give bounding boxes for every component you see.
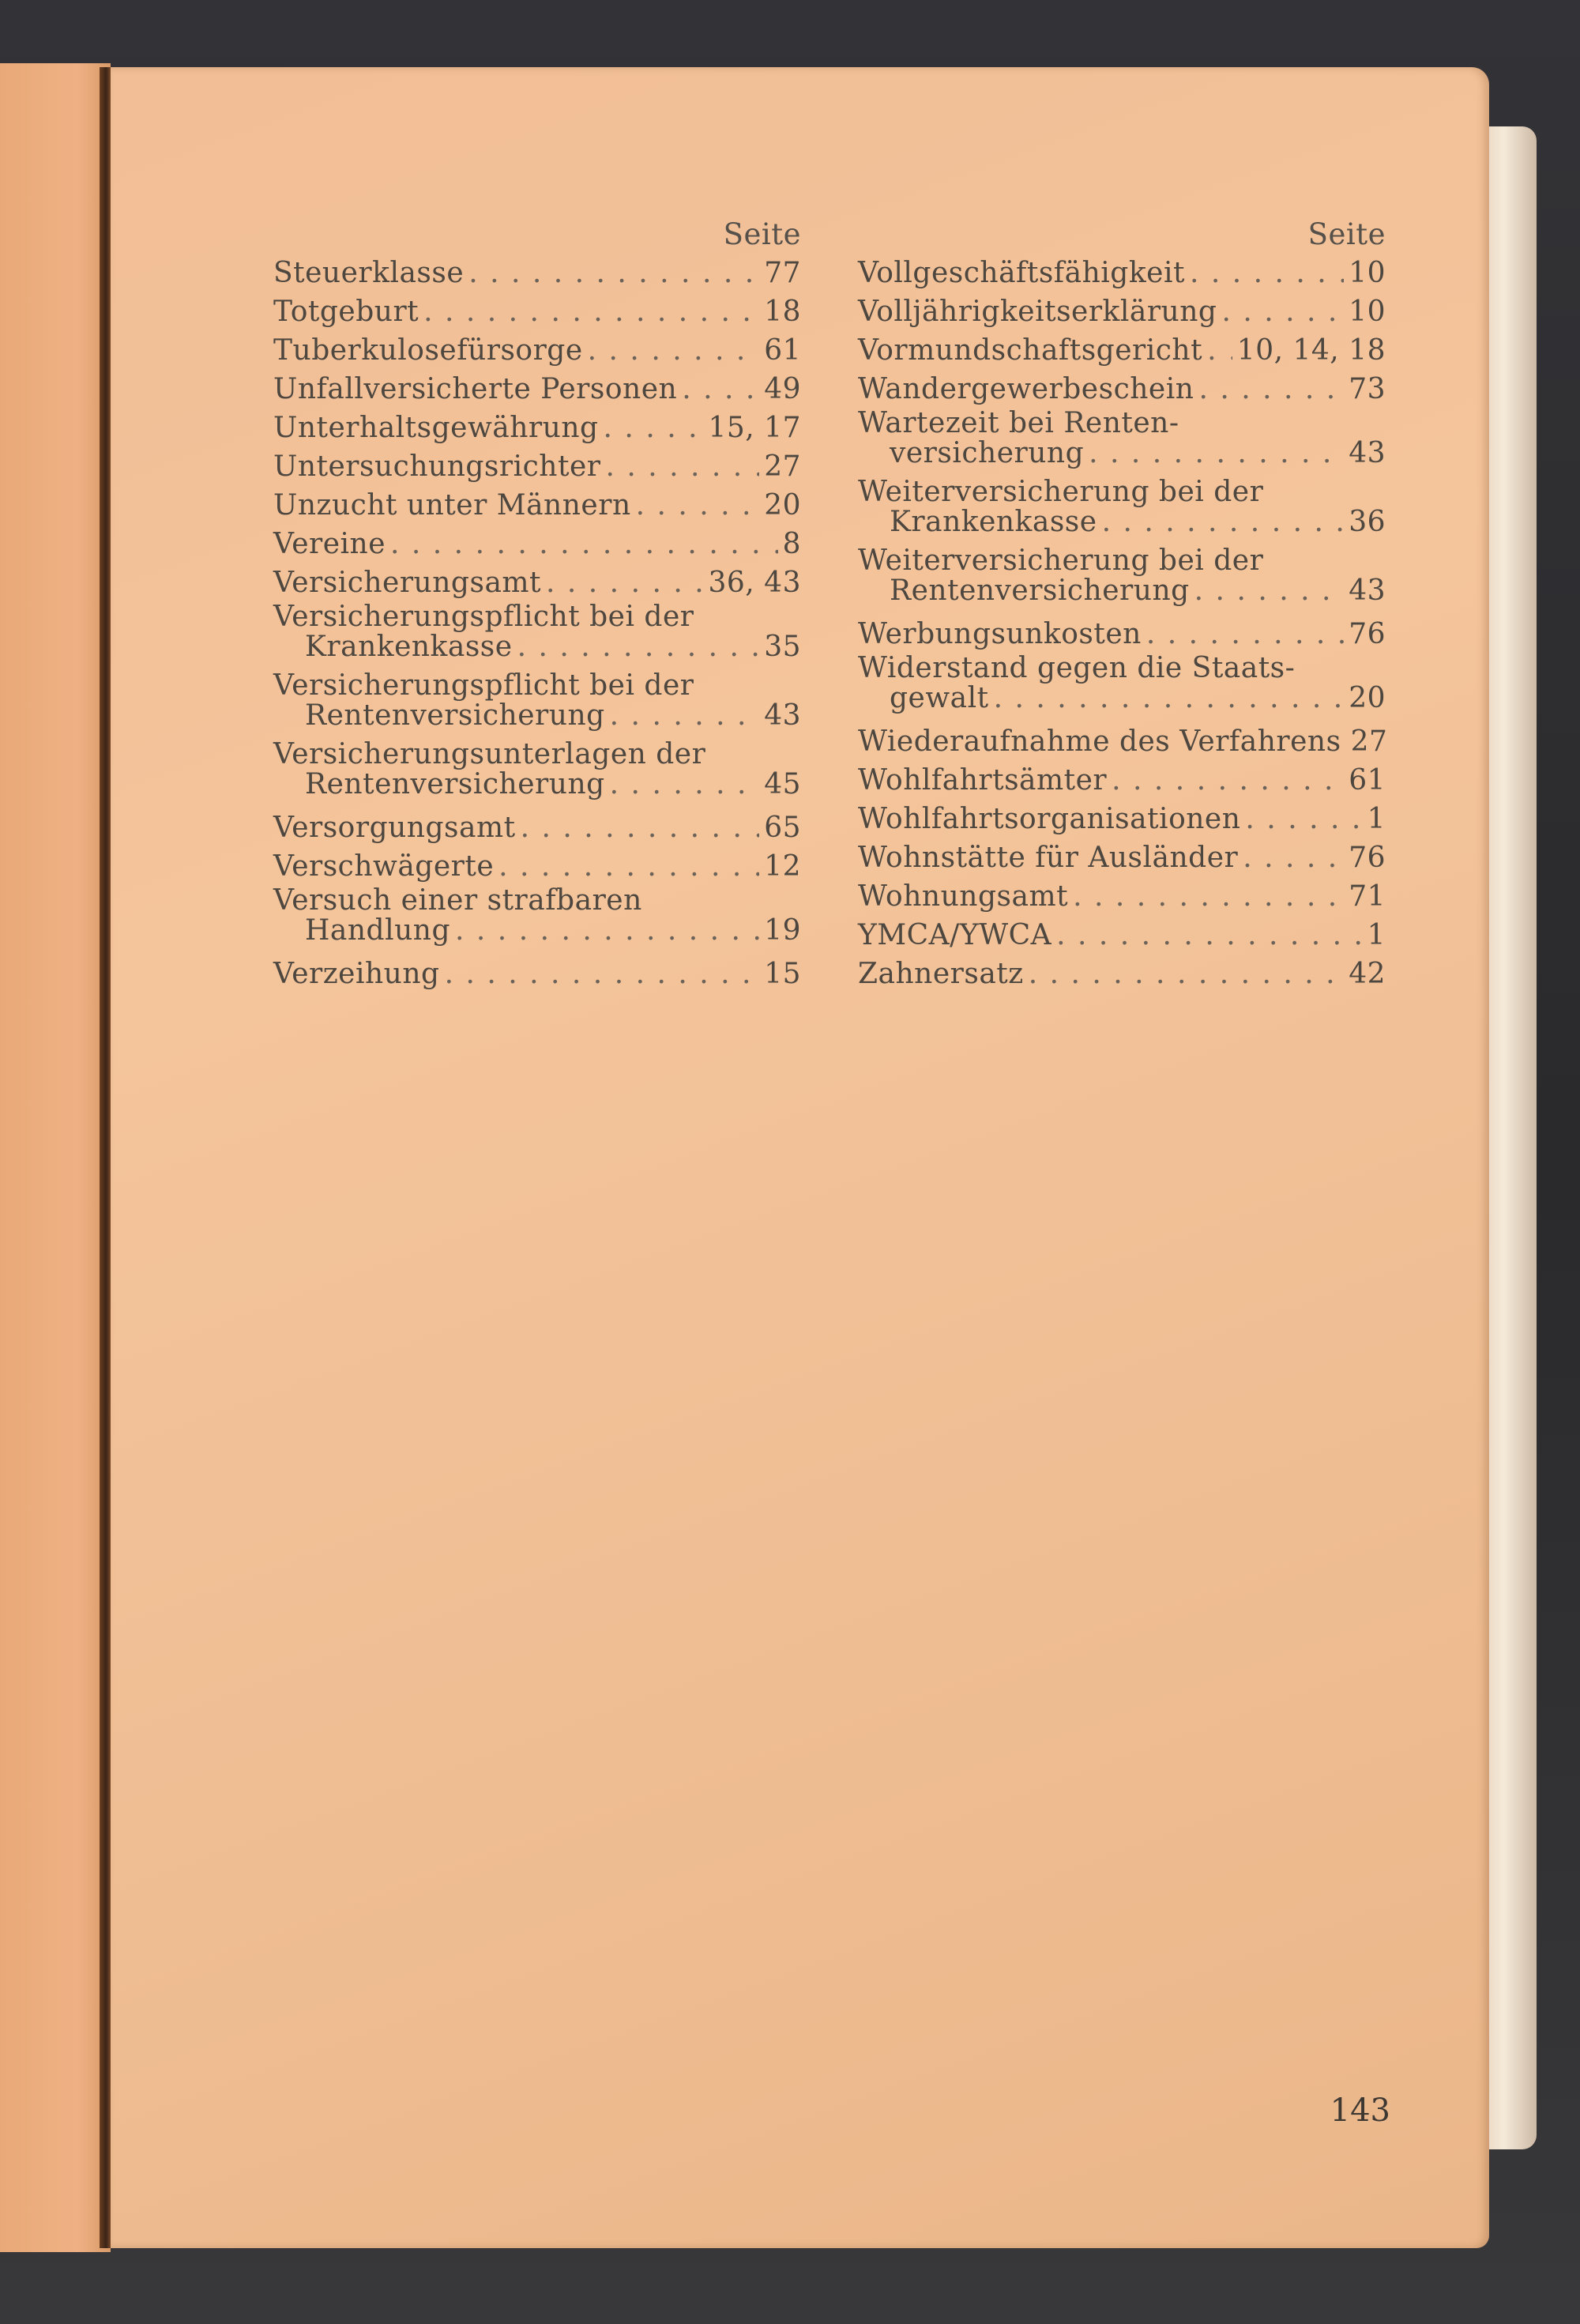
- page-reference: 65: [764, 812, 801, 844]
- index-entry-line: [858, 615, 1386, 654]
- index-entry: [273, 740, 801, 800]
- index-term: Rentenversicherung: [890, 574, 1190, 607]
- index-term: Werbungsunkosten: [858, 618, 1142, 650]
- dot-leader: [1190, 254, 1344, 292]
- index-term: Versicherungspflicht bei der: [273, 601, 694, 633]
- index-term: Weiterversicherung bei der: [858, 476, 1264, 508]
- page-reference: 20: [1349, 682, 1386, 714]
- index-entry-line: [858, 477, 1386, 507]
- page-reference: 27: [1350, 725, 1388, 758]
- dot-leader: [521, 808, 760, 847]
- index-entry: [273, 671, 801, 731]
- index-term: Versuch einer strafbaren: [273, 884, 642, 917]
- page-reference: 43: [1349, 437, 1386, 469]
- index-term: gewalt: [890, 682, 989, 714]
- index-entry: [858, 254, 1386, 292]
- index-term: Rentenversicherung: [305, 768, 605, 800]
- index-term: Tuberkulosefürsorge: [273, 334, 583, 367]
- index-entry: [273, 254, 801, 292]
- page-number: 143: [1330, 2092, 1390, 2129]
- index-term: Unzucht unter Männern: [273, 489, 631, 522]
- dot-leader: [682, 370, 759, 409]
- index-entry-line: [273, 370, 801, 409]
- dot-leader: [1207, 331, 1232, 370]
- dot-leader: [517, 632, 760, 662]
- dot-leader: [1073, 877, 1344, 916]
- index-term: Wohnungsamt: [858, 880, 1069, 913]
- index-term: Totgeburt: [273, 296, 419, 328]
- index-entry: [273, 886, 801, 946]
- index-term: Vollgeschäftsfähigkeit: [858, 257, 1185, 289]
- index-entry-line: [273, 292, 801, 331]
- page-reference: 10, 14, 18: [1236, 334, 1386, 367]
- dot-leader: [610, 701, 760, 731]
- index-entry: [858, 331, 1386, 370]
- page-reference: 27: [764, 450, 801, 483]
- index-entry-line: [273, 740, 801, 770]
- index-entry-line: [273, 916, 801, 946]
- page-reference: 15, 17: [708, 412, 801, 444]
- index-entry: [858, 800, 1386, 838]
- page-reference: 1: [1367, 803, 1386, 835]
- dot-leader: [1112, 761, 1344, 800]
- index-term: YMCA/YWCA: [858, 919, 1052, 951]
- index-entry: [858, 477, 1386, 537]
- dot-leader: [1089, 439, 1344, 469]
- index-entry-line: [858, 800, 1386, 838]
- index-list-right: [858, 254, 1386, 993]
- index-entry: [858, 955, 1386, 993]
- index-term: Unfallversicherte Personen: [273, 373, 678, 405]
- index-entry: [858, 615, 1386, 654]
- index-entry: [858, 722, 1386, 761]
- index-entry: [273, 563, 801, 602]
- index-entry-line: [858, 877, 1386, 916]
- dot-leader: [445, 955, 760, 993]
- index-term: Versicherungspflicht bei der: [273, 669, 694, 702]
- page-reference: 76: [1349, 618, 1386, 650]
- index-entry-line: [858, 916, 1386, 955]
- index-term: Krankenkasse: [305, 631, 513, 663]
- index-entry-line: [858, 409, 1386, 439]
- index-term: Untersuchungsrichter: [273, 450, 601, 483]
- dot-leader: [390, 525, 778, 563]
- index-entry-line: [273, 486, 801, 525]
- index-entry: [858, 838, 1386, 877]
- index-entry-line: [273, 847, 801, 886]
- index-entry-line: [858, 722, 1386, 761]
- index-entry-line: [273, 409, 801, 447]
- dot-leader: [1198, 370, 1344, 409]
- index-entry: [858, 546, 1386, 606]
- dot-leader: [1102, 507, 1345, 537]
- dot-leader: [423, 292, 759, 331]
- index-term: Versicherungsunterlagen der: [273, 738, 706, 770]
- index-entry: [858, 292, 1386, 331]
- index-entry: [273, 331, 801, 370]
- index-term: Versorgungsamt: [273, 812, 516, 844]
- page-reference: 20: [764, 489, 801, 522]
- index-column-left: [273, 215, 801, 993]
- index-list-left: [273, 254, 801, 993]
- index-entry: [273, 447, 801, 486]
- dot-leader: [1243, 838, 1344, 877]
- index-term: Wiederaufnahme des Verfahrens: [858, 725, 1341, 758]
- page-reference: 36, 43: [708, 567, 801, 599]
- dot-leader: [1146, 615, 1344, 654]
- dot-leader: [1194, 576, 1345, 606]
- index-term: Zahnersatz: [858, 958, 1024, 990]
- index-term: versicherung: [890, 437, 1085, 469]
- index-term: Verzeihung: [273, 958, 440, 990]
- index-entry: [858, 654, 1386, 714]
- index-entry: [858, 409, 1386, 469]
- dot-leader: [1221, 292, 1344, 331]
- page-reference: 49: [764, 373, 801, 405]
- index-entry-line: [858, 684, 1386, 714]
- page-reference: 36: [1349, 506, 1386, 538]
- dot-leader: [605, 447, 759, 486]
- page-reference: 43: [764, 699, 801, 732]
- index-term: Wartezeit bei Renten-: [858, 407, 1179, 439]
- book-spine: [100, 67, 111, 2248]
- index-entry-line: [273, 701, 801, 731]
- page-reference: 73: [1349, 373, 1386, 405]
- column-header-seite: Seite: [1307, 217, 1386, 251]
- dot-leader: [604, 409, 704, 447]
- index-entry-line: [273, 808, 801, 847]
- page-reference: 71: [1349, 880, 1386, 913]
- page-reference: 45: [764, 768, 801, 800]
- page-reference: 8: [782, 528, 801, 560]
- index-entry-line: [273, 602, 801, 632]
- index-entry: [273, 525, 801, 563]
- index-term: Wandergewerbeschein: [858, 373, 1194, 405]
- dot-leader: [588, 331, 760, 370]
- index-entry: [273, 370, 801, 409]
- page-reference: 76: [1349, 842, 1386, 874]
- left-page-edge: [0, 63, 111, 2252]
- index-entry-line: [273, 955, 801, 993]
- index-term: Wohlfahrtsorganisationen: [858, 803, 1241, 835]
- index-entry-line: [273, 254, 801, 292]
- index-entry: [273, 292, 801, 331]
- column-header-seite: Seite: [723, 217, 801, 251]
- index-term: Wohnstätte für Ausländer: [858, 842, 1239, 874]
- index-entry: [273, 409, 801, 447]
- index-term: Krankenkasse: [890, 506, 1097, 538]
- index-term: Vormundschaftsgericht: [858, 334, 1203, 367]
- dot-leader: [1245, 800, 1362, 838]
- index-term: Versicherungsamt: [273, 567, 542, 599]
- index-entry: [858, 877, 1386, 916]
- page-reference: 61: [764, 334, 801, 367]
- page-stack-edge: [1481, 126, 1537, 2149]
- index-entry: [273, 847, 801, 886]
- index-entry-line: [858, 254, 1386, 292]
- index-entry-line: [273, 447, 801, 486]
- page-reference: 19: [764, 914, 801, 947]
- index-entry-line: [858, 761, 1386, 800]
- index-entry: [858, 370, 1386, 409]
- index-term: Weiterversicherung bei der: [858, 544, 1264, 577]
- index-entry-line: [273, 331, 801, 370]
- index-entry: [273, 955, 801, 993]
- page-reference: 43: [1349, 574, 1386, 607]
- index-entry-line: [273, 886, 801, 916]
- dot-leader: [994, 684, 1345, 714]
- page-reference: 35: [764, 631, 801, 663]
- dot-leader: [455, 916, 759, 946]
- page-reference: 10: [1349, 257, 1386, 289]
- page-reference: 10: [1349, 296, 1386, 328]
- page-reference: 77: [764, 257, 801, 289]
- page-reference: 42: [1349, 958, 1386, 990]
- index-term: Widerstand gegen die Staats-: [858, 652, 1296, 684]
- dot-leader: [1029, 955, 1344, 993]
- index-entry-line: [273, 671, 801, 701]
- index-entry: [273, 486, 801, 525]
- page-reference: 61: [1349, 764, 1386, 797]
- dot-leader: [498, 847, 759, 886]
- index-entry-line: [273, 770, 801, 800]
- index-term: Steuerklasse: [273, 257, 465, 289]
- page-reference: 15: [764, 958, 801, 990]
- index-entry-line: [858, 370, 1386, 409]
- index-entry: [858, 916, 1386, 955]
- index-entry-line: [858, 838, 1386, 877]
- index-entry-line: [858, 546, 1386, 576]
- page-reference: 12: [764, 850, 801, 883]
- index-column-right: [858, 215, 1386, 993]
- dot-leader: [1056, 916, 1362, 955]
- index-entry-line: [273, 632, 801, 662]
- dot-leader: [610, 770, 760, 800]
- index-entry-line: [273, 563, 801, 602]
- index-entry-line: [858, 955, 1386, 993]
- index-term: Volljährigkeitserklärung: [858, 296, 1217, 328]
- dot-leader: [636, 486, 760, 525]
- index-term: Wohlfahrtsämter: [858, 764, 1108, 797]
- index-term: Handlung: [305, 914, 451, 947]
- page-reference: 18: [764, 296, 801, 328]
- index-entry-line: [858, 292, 1386, 331]
- index-term: Vereine: [273, 528, 386, 560]
- index-entry-line: [273, 525, 801, 563]
- page-reference: 1: [1367, 919, 1386, 951]
- index-entry: [273, 808, 801, 847]
- index-entry-line: [858, 507, 1386, 537]
- index-entry-line: [858, 439, 1386, 469]
- index-term: Unterhaltsgewährung: [273, 412, 599, 444]
- index-entry-line: [858, 331, 1386, 370]
- index-entry-line: [858, 654, 1386, 684]
- index-term: Rentenversicherung: [305, 699, 605, 732]
- dot-leader: [468, 254, 759, 292]
- index-term: Verschwägerte: [273, 850, 495, 883]
- index-entry: [858, 761, 1386, 800]
- dot-leader: [546, 563, 703, 602]
- index-entry: [273, 602, 801, 662]
- index-entry-line: [858, 576, 1386, 606]
